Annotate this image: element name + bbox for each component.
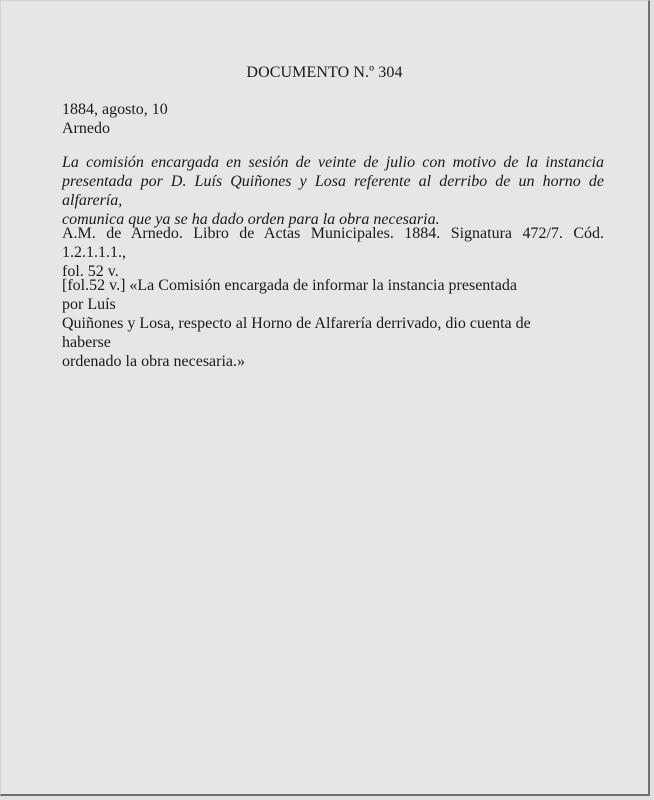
date-place-block (62, 100, 604, 138)
summary-line: comunica que ya se ha dado orden para la obra necesaria. (62, 211, 440, 228)
transcription-line: [fol.52 v.] «La Comisión encargada de informar la instancia presentada por Luís (62, 277, 517, 313)
document-title: DOCUMENTO N.º 304 (246, 64, 403, 81)
source-line: A.M. de Arnedo. Libro de Actas Municipales. 1884. Signatura 472/7. Cód. 1.2.1.1.1., (62, 225, 604, 261)
document-summary (62, 153, 604, 229)
summary-line: La comisión encargada en sesión de veinte de julio con motivo de la instancia (62, 154, 604, 171)
transcription-line: ordenado la obra necesaria.» (62, 353, 246, 370)
source-line: fol. 52 v. (62, 263, 119, 280)
transcription-line: Quiñones y Losa, respecto al Horno de Alfarería derrivado, dio cuenta de haberse (62, 315, 531, 351)
archival-source (62, 224, 604, 281)
document-date: 1884, agosto, 10 (62, 101, 168, 118)
summary-line: presentada por D. Luís Quiñones y Losa referente al derribo de un horno de alfarería, (62, 173, 604, 209)
document-place: Arnedo (62, 120, 110, 137)
transcription-text (62, 276, 542, 371)
